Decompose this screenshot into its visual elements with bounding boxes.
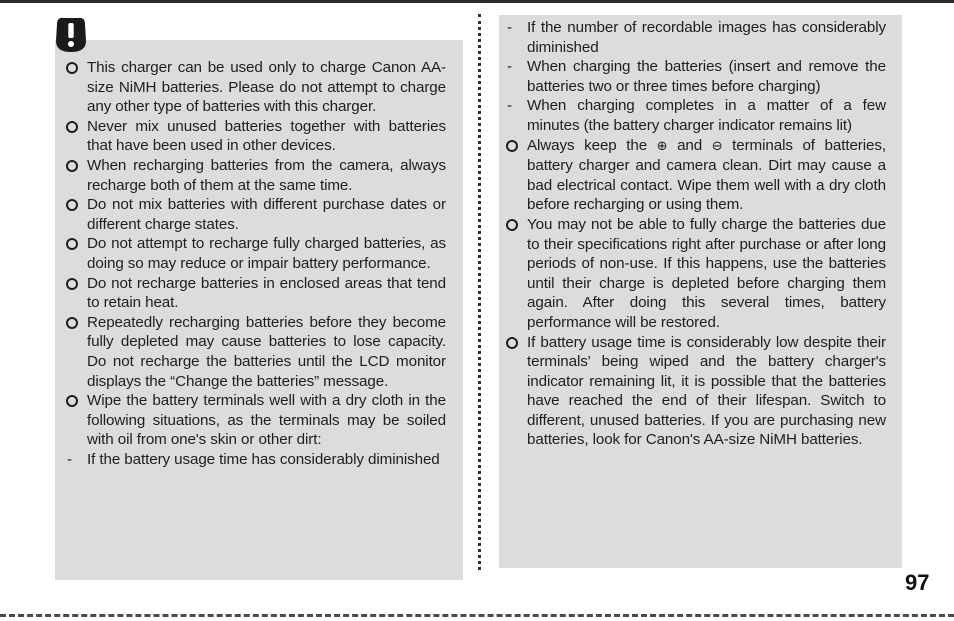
caution-item [66,274,446,313]
sub-item-text: If the battery usage time has considerably diminished [87,450,440,468]
sub-item-text: When charging the batteries (insert and remove the batteries two or three times before charging) [527,58,886,95]
caution-icon [51,15,91,55]
bullet-icon [66,238,78,250]
bullet-icon [66,395,78,407]
minus-terminal-symbol: ⊖ [711,138,723,154]
bullet-icon [66,199,78,211]
dash-marker: - [67,450,72,468]
column-divider [478,14,481,570]
caution-item [506,333,886,451]
sub-item [506,96,886,135]
caution-item [66,313,446,391]
caution-item-text: Do not mix batteries with different purchase dates or different charge states. [87,196,446,233]
caution-item [66,391,446,450]
bullet-icon [66,317,78,329]
left-column [66,58,446,469]
bullet-icon [66,278,78,290]
caution-item-text-part: and [667,136,712,154]
dash-marker: - [507,58,512,76]
bullet-icon [506,337,518,349]
caution-item-text: Do not attempt to recharge fully charged batteries, as doing so may reduce or impair battery performance. [87,235,446,272]
caution-item-text: When recharging batteries from the camera, always recharge both of them at the same time. [87,156,446,194]
bullet-icon [66,62,78,74]
caution-item-text: Do not recharge batteries in enclosed areas that tend to retain heat. [87,274,446,312]
page-number: 97 [905,570,930,595]
right-column [506,18,886,450]
sub-item-text: When charging completes in a matter of a few minutes (the battery charger indicator remains lit) [527,97,886,134]
sub-item [506,57,886,96]
dash-marker: - [507,19,512,36]
caution-item [506,215,886,333]
caution-item [506,136,886,215]
caution-item-text: If battery usage time is considerably low despite their terminals' being wiped and the battery charger's indicator remaining lit, it is possible that the batteries have reached the end of their lifespan. Switch to different, unused batteries. If you are purchasing new batteries, look for Canon's AA-size NiMH batteries. [527,333,886,449]
caution-item-text: Repeatedly recharging batteries before they become fully depleted may cause batteries to lose capacity. Do not recharge the batteries until the LCD monitor displays the “Change the batteries” message. [87,313,446,390]
caution-item-text: Never mix unused batteries together with batteries that have been used in other devices. [87,117,446,155]
dash-marker: - [507,97,512,115]
caution-item-text: Wipe the battery terminals well with a dry cloth in the following situations, as the terminals may be soiled with oil from one's skin or other dirt: [87,392,446,449]
sub-item-text: If the number of recordable images has considerably diminished [527,19,886,56]
caution-item [66,234,446,273]
caution-item [66,156,446,195]
caution-item [66,195,446,234]
bullet-icon [506,219,518,231]
sub-item [506,18,886,57]
caution-item-text: This charger can be used only to charge Canon AA-size NiMH batteries. Please do not attempt to charge any other type of batteries with this charger. [87,59,446,116]
bullet-icon [66,160,78,172]
bullet-icon [506,140,518,152]
bottom-rule [0,614,954,617]
caution-item-text-part: terminals of batteries, battery charger and camera clean. Dirt may cause a bad electrical contact. Wipe them well with a dry cloth before recharging or using them. [527,136,886,214]
plus-terminal-symbol: ⊕ [656,138,668,154]
bullet-icon [66,121,78,133]
top-rule [0,0,954,3]
caution-item [66,117,446,156]
sub-item [66,450,446,470]
caution-item-text-part: Always keep the [527,136,657,154]
caution-item-text: You may not be able to fully charge the batteries due to their specifications right after purchase or after long periods of non-use. If this happens, use the batteries until their charge is depleted before charging them again. After doing this several times, battery performance will be restored. [527,215,886,331]
caution-item [66,58,446,117]
